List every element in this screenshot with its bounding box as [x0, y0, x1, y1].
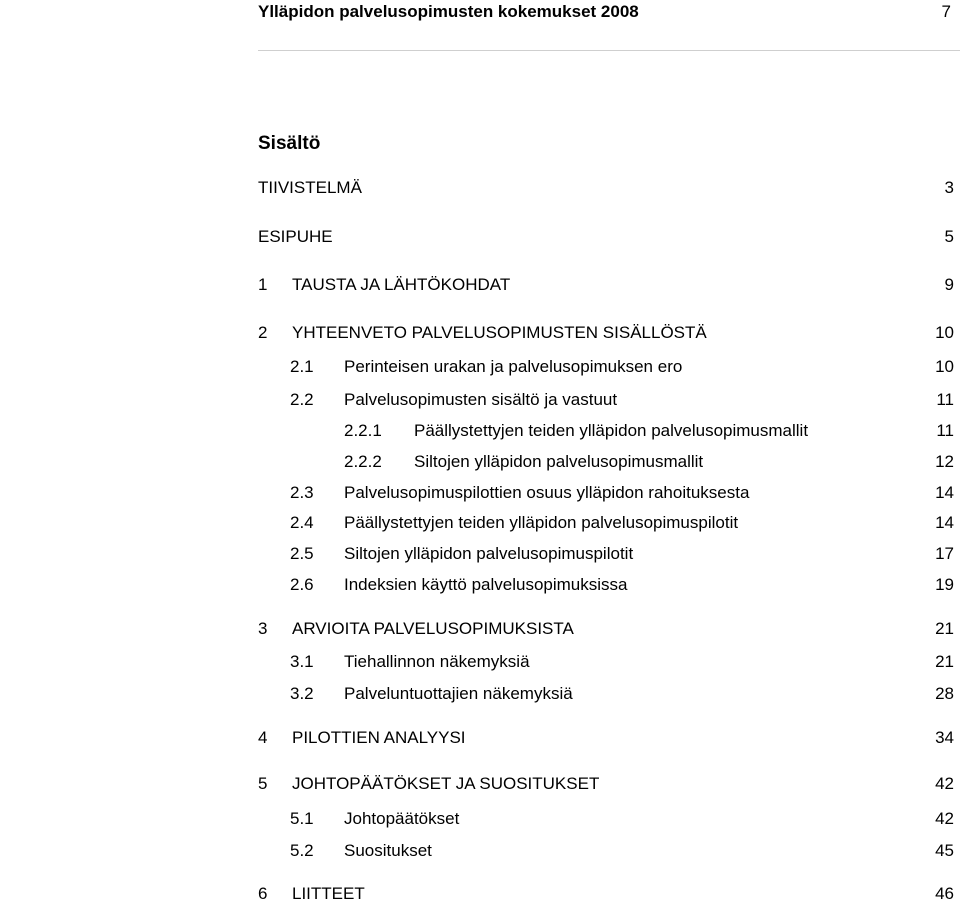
toc-entry-title: Siltojen ylläpidon palvelusopimuspilotit [344, 544, 634, 563]
toc-entry-title: Siltojen ylläpidon palvelusopimusmallit [414, 452, 704, 471]
toc-entry-number: 2.1 [290, 357, 314, 376]
toc-entry-title: Johtopäätökset [344, 809, 460, 828]
toc-entry-title: JOHTOPÄÄTÖKSET JA SUOSITUKSET [292, 774, 600, 793]
header-divider [258, 50, 960, 51]
running-header-page-number: 7 [941, 2, 951, 21]
toc-entry-number: 2.2.2 [344, 452, 382, 471]
toc-entry-2-2[interactable] [258, 389, 954, 411]
toc-entry-page: 42 [935, 809, 954, 828]
toc-entry-number: 5 [258, 774, 268, 793]
toc-entry-2-6[interactable] [258, 574, 954, 596]
toc-entry-page: 42 [935, 774, 954, 793]
toc-entry-title: YHTEENVETO PALVELUSOPIMUSTEN SISÄLLÖSTÄ [292, 323, 707, 342]
toc-entry-page: 19 [935, 575, 954, 594]
toc-entry-3[interactable] [258, 618, 954, 640]
toc-entry-title: TAUSTA JA LÄHTÖKOHDAT [292, 275, 511, 294]
toc-entry-title: ARVIOITA PALVELUSOPIMUKSISTA [292, 619, 574, 638]
toc-entry-page: 12 [935, 452, 954, 471]
toc-entry-number: 3.1 [290, 652, 314, 671]
toc-entry-5-2[interactable] [258, 840, 954, 862]
toc-entry-number: 2.3 [290, 483, 314, 502]
toc-entry-page: 10 [935, 323, 954, 342]
toc-entry-5-1[interactable] [258, 808, 954, 830]
toc-entry-title: Päällystettyjen teiden ylläpidon palvelusopimusmallit [414, 421, 809, 440]
toc-entry-number: 4 [258, 728, 268, 747]
toc-entry-page: 21 [935, 652, 954, 671]
toc-entry-page: 14 [935, 483, 954, 502]
toc-entry-number: 1 [258, 275, 268, 294]
toc-entry-page: 14 [935, 513, 954, 532]
toc-entry-number: 2 [258, 323, 268, 342]
toc-entry-page: 3 [944, 178, 954, 197]
toc-entry-title: Indeksien käyttö palvelusopimuksissa [344, 575, 628, 594]
toc-entry-title: ESIPUHE [258, 227, 333, 246]
toc-entry-1[interactable] [258, 274, 954, 296]
toc-entry-number: 3.2 [290, 684, 314, 703]
toc-entry-6[interactable] [258, 883, 954, 905]
toc-entry-number: 3 [258, 619, 268, 638]
toc-entry-page: 9 [944, 275, 954, 294]
toc-entry-title: Perinteisen urakan ja palvelusopimuksen ero [344, 357, 683, 376]
toc-entry-number: 2.2.1 [344, 421, 382, 440]
toc-entry-page: 11 [936, 390, 954, 409]
toc-entry-title: Palvelusopimuspilottien osuus ylläpidon rahoituksesta [344, 483, 750, 502]
toc-entry-2-2-2[interactable] [258, 451, 954, 473]
toc-entry-title: PILOTTIEN ANALYYSI [292, 728, 466, 747]
toc-entry-page: 34 [935, 728, 954, 747]
toc-entry-2-3[interactable] [258, 482, 954, 504]
toc-entry-page: 5 [944, 227, 954, 246]
toc-entry-page: 28 [935, 684, 954, 703]
toc-entry-5[interactable] [258, 773, 954, 795]
toc-entry-page: 45 [935, 841, 954, 860]
toc-entry-2-4[interactable] [258, 512, 954, 534]
toc-entry-3-2[interactable] [258, 683, 954, 705]
toc-entry-number: 2.2 [290, 390, 314, 409]
toc-entry-2-1[interactable] [258, 356, 954, 378]
toc-entry-esipuhe[interactable] [258, 226, 954, 248]
toc-entry-title: Palveluntuottajien näkemyksiä [344, 684, 573, 703]
toc-entry-4[interactable] [258, 727, 954, 749]
toc-entry-page: 10 [935, 357, 954, 376]
toc-entry-number: 5.2 [290, 841, 314, 860]
toc-entry-tiivistelma[interactable] [258, 177, 954, 199]
toc-entry-number: 2.5 [290, 544, 314, 563]
toc-entry-3-1[interactable] [258, 651, 954, 673]
toc-entry-title: Päällystettyjen teiden ylläpidon palvelusopimuspilotit [344, 513, 739, 532]
toc-entry-number: 2.6 [290, 575, 314, 594]
toc-entry-page: 17 [935, 544, 954, 563]
toc-entry-2[interactable] [258, 322, 954, 344]
toc-entry-title: Suositukset [344, 841, 432, 860]
toc-entry-title: LIITTEET [292, 884, 365, 903]
toc-entry-2-5[interactable] [258, 543, 954, 565]
running-header-title: Ylläpidon palvelusopimusten kokemukset 2008 [258, 2, 639, 21]
toc-entry-number: 2.4 [290, 513, 314, 532]
toc-entry-page: 46 [935, 884, 954, 903]
toc-heading: Sisältö [258, 133, 321, 154]
toc-entry-title: TIIVISTELMÄ [258, 178, 362, 197]
toc-entry-title: Tiehallinnon näkemyksiä [344, 652, 530, 671]
toc-entry-title: Palvelusopimusten sisältö ja vastuut [344, 390, 618, 409]
toc-entry-number: 5.1 [290, 809, 314, 828]
toc-entry-page: 11 [936, 421, 954, 440]
toc-entry-number: 6 [258, 884, 268, 903]
toc-entry-page: 21 [935, 619, 954, 638]
toc-entry-2-2-1[interactable] [258, 420, 954, 442]
